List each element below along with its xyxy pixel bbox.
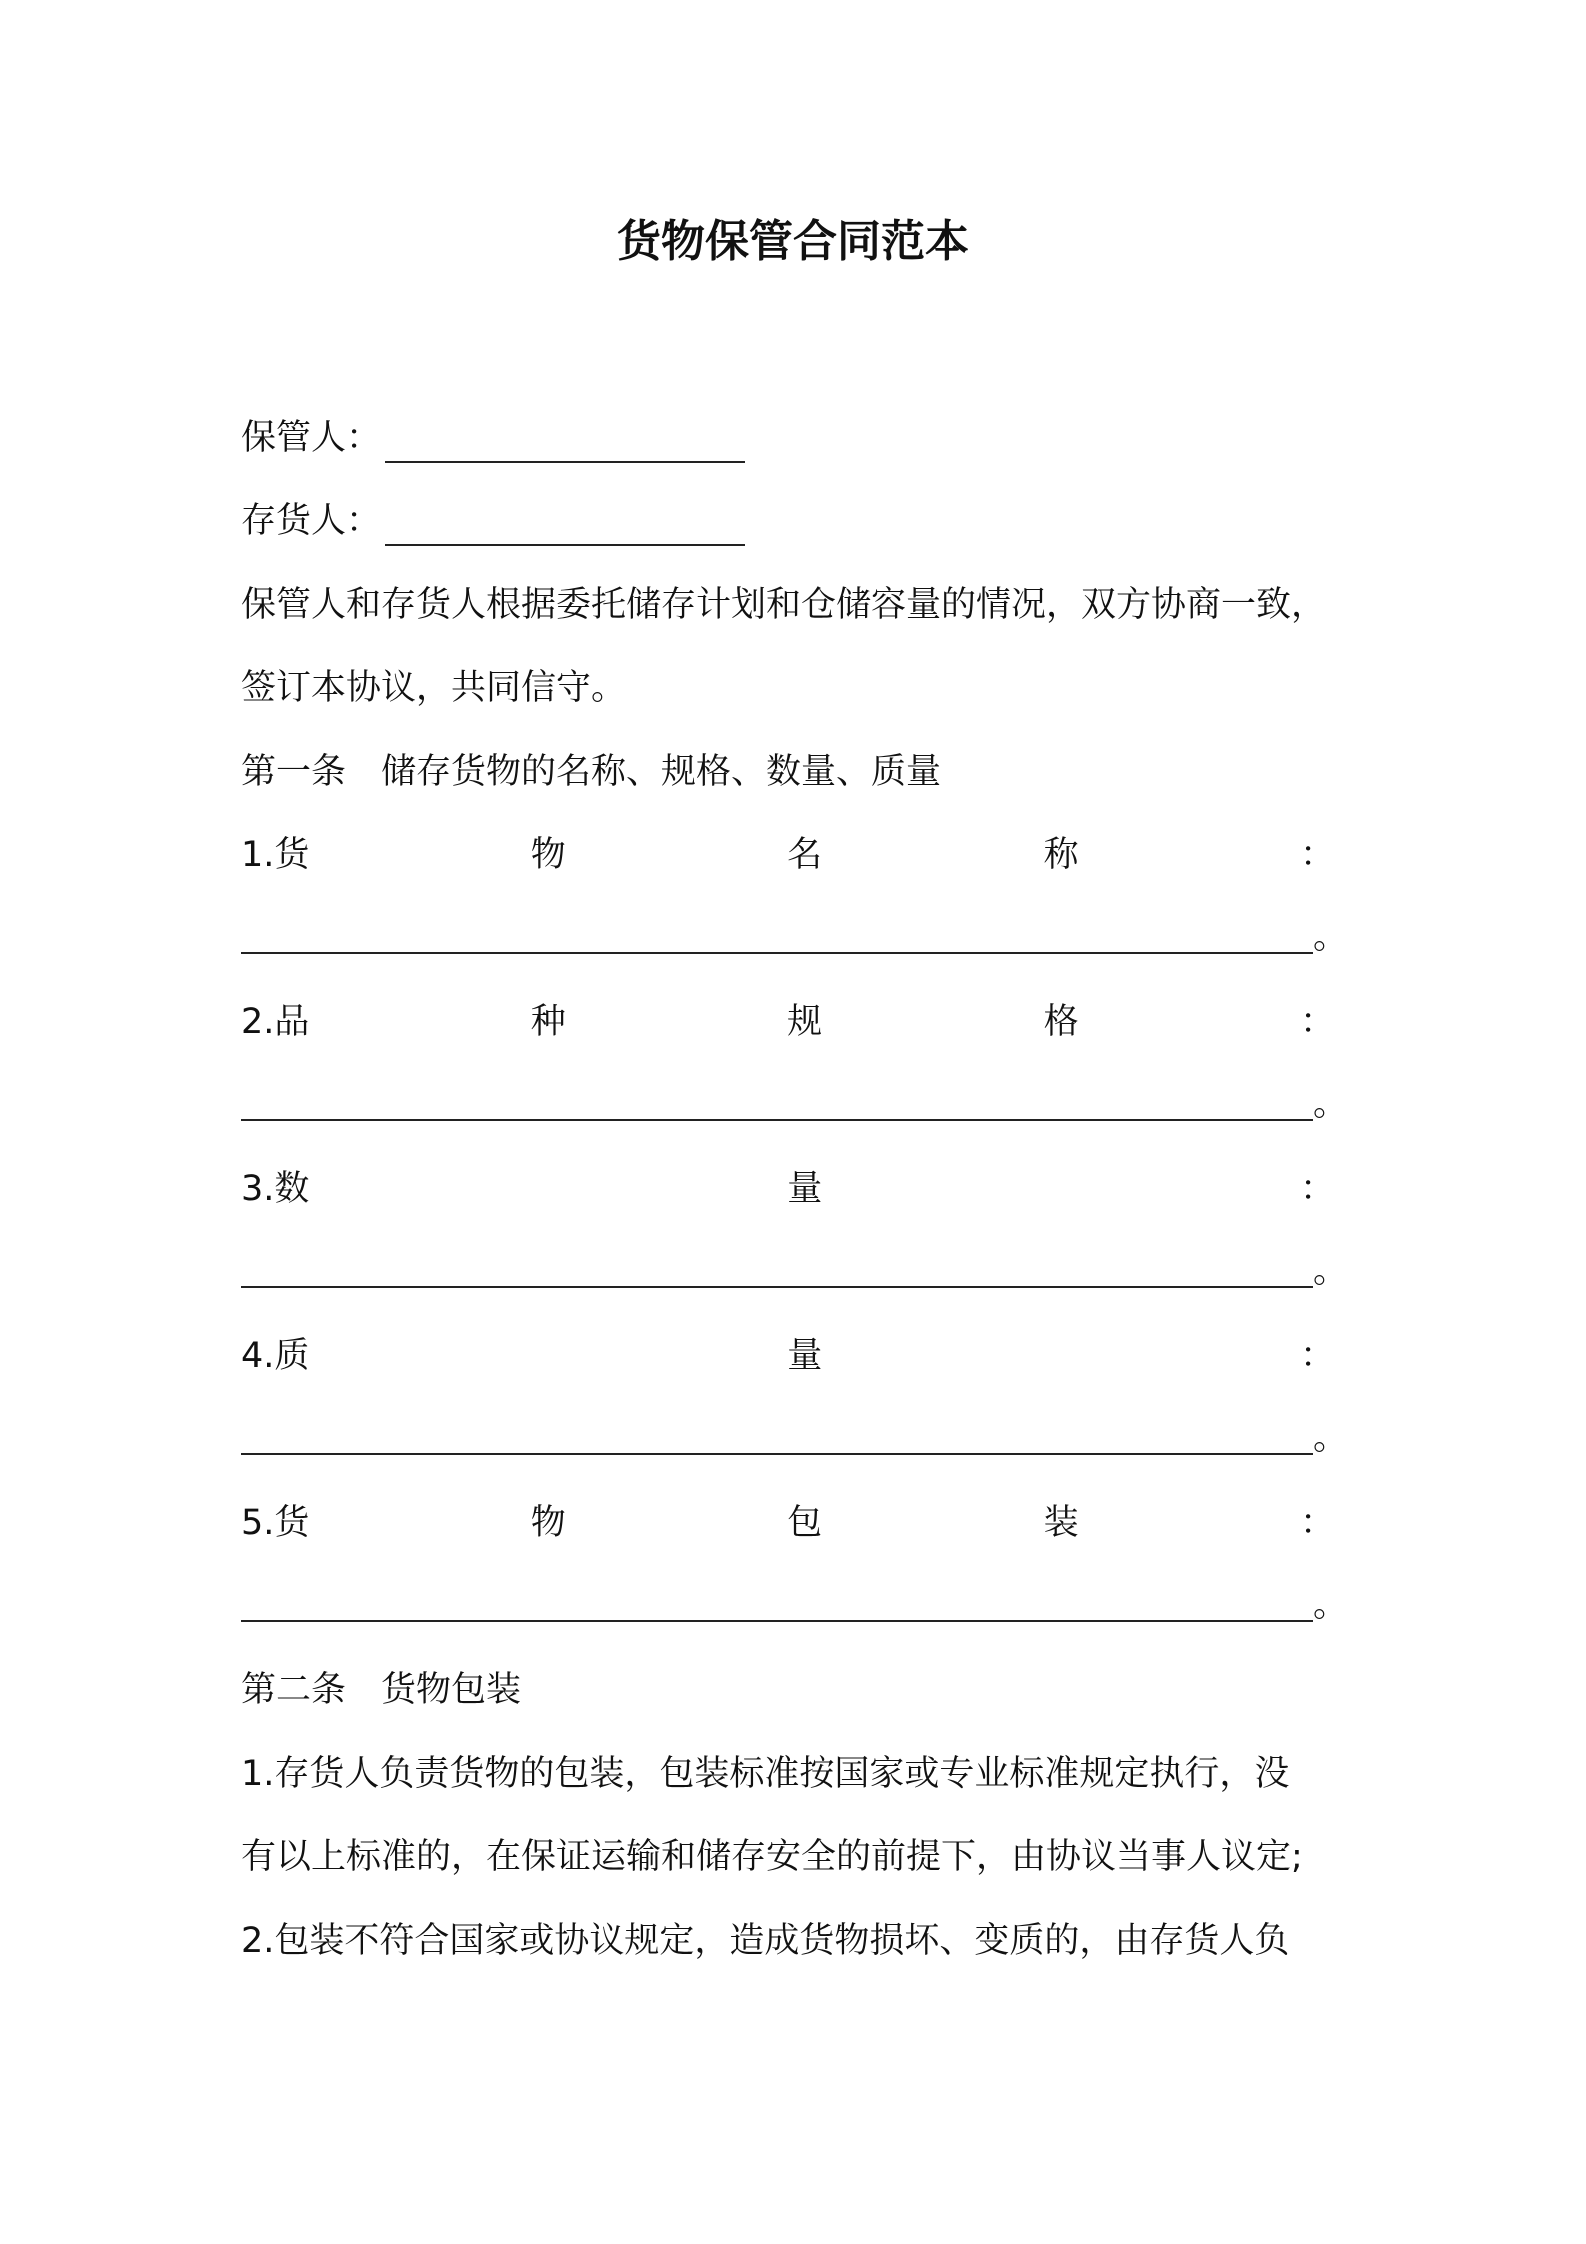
label-char: 量 xyxy=(787,1336,823,1376)
custodian-blank[interactable] xyxy=(385,427,745,463)
blank-rule xyxy=(241,1423,1313,1455)
end-mark: 。 xyxy=(1313,917,1349,957)
label-char: 3.数 xyxy=(241,1169,310,1209)
item-quality-blank[interactable] xyxy=(241,1418,1349,1458)
item-quality-label xyxy=(241,1331,1335,1381)
depositor-label: 存货人： xyxy=(241,501,382,541)
end-mark: 。 xyxy=(1313,1084,1349,1124)
custodian-line xyxy=(241,413,1361,463)
end-mark: 。 xyxy=(1313,1418,1349,1458)
article2-line-3: 2.包装不符合国家或协议规定，造成货物损坏、变质的，由存货人负 xyxy=(241,1921,1290,1961)
label-char: 量 xyxy=(787,1169,823,1209)
label-char: 物 xyxy=(530,835,566,875)
intro-line-2: 签订本协议，共同信守。 xyxy=(241,668,627,708)
blank-rule xyxy=(241,1590,1313,1622)
label-char: 5.货 xyxy=(241,1503,310,1543)
label-char: 1.货 xyxy=(241,835,310,875)
intro-line-1: 保管人和存货人根据委托储存计划和仓储容量的情况，双方协商一致， xyxy=(241,585,1327,625)
item-packaging-label xyxy=(241,1498,1335,1548)
blank-rule xyxy=(241,922,1313,954)
label-char: ： xyxy=(1299,1002,1335,1042)
label-char: ： xyxy=(1299,835,1335,875)
document-title: 货物保管合同范本 xyxy=(617,216,969,267)
article2-heading: 第二条 货物包装 xyxy=(241,1670,522,1710)
depositor-blank[interactable] xyxy=(385,510,745,546)
label-char: 格 xyxy=(1043,1002,1079,1042)
label-char: 种 xyxy=(530,1002,566,1042)
blank-rule xyxy=(241,1256,1313,1288)
label-char: ： xyxy=(1299,1169,1335,1209)
item-goods-name-label xyxy=(241,830,1335,880)
article2-line-1: 1.存货人负责货物的包装，包装标准按国家或专业标准规定执行，没 xyxy=(241,1754,1290,1794)
item-variety-spec-label xyxy=(241,997,1335,1047)
label-char: 2.品 xyxy=(241,1002,310,1042)
label-char: 规 xyxy=(787,1002,823,1042)
article1-heading: 第一条 储存货物的名称、规格、数量、质量 xyxy=(241,752,942,792)
item-quantity-blank[interactable] xyxy=(241,1251,1349,1291)
label-char: 4.质 xyxy=(241,1336,310,1376)
item-quantity-label xyxy=(241,1164,1335,1214)
item-variety-spec-blank[interactable] xyxy=(241,1084,1349,1124)
label-char: 称 xyxy=(1043,835,1079,875)
label-char: 装 xyxy=(1043,1503,1079,1543)
custodian-label: 保管人： xyxy=(241,418,382,458)
label-char: ： xyxy=(1299,1503,1335,1543)
end-mark: 。 xyxy=(1313,1251,1349,1291)
item-goods-name-blank[interactable] xyxy=(241,917,1349,957)
depositor-line xyxy=(241,496,1361,546)
label-char: 名 xyxy=(787,835,823,875)
item-packaging-blank[interactable] xyxy=(241,1585,1349,1625)
article2-line-2: 有以上标准的，在保证运输和储存安全的前提下，由协议当事人议定; xyxy=(241,1837,1303,1877)
label-char: 包 xyxy=(787,1503,823,1543)
label-char: ： xyxy=(1299,1336,1335,1376)
end-mark: 。 xyxy=(1313,1585,1349,1625)
blank-rule xyxy=(241,1089,1313,1121)
label-char: 物 xyxy=(530,1503,566,1543)
